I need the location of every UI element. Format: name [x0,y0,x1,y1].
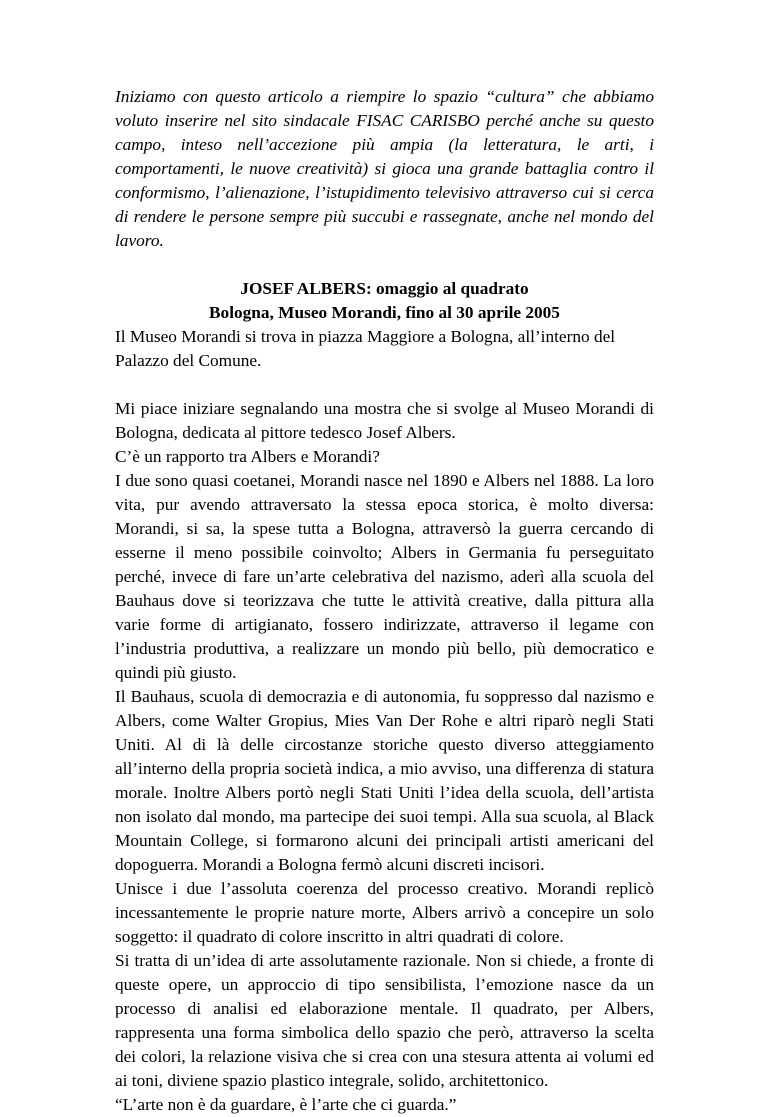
body-paragraph: Si tratta di un’idea di arte assolutamente razionale. Non si chiede, a fronte di queste opere, un approccio di tipo sensibilista, l’emozione nasce da un processo di analisi ed elaborazione mentale. Il quadrato, per Albers, rappresenta una forma simbolica dello spazio che però, attraverso la scelta dei colori, la relazione visiva che si crea con una stesura attenta ai volumi ed ai toni, diviene spazio plastico integrale, solido, architettonico. [115,951,654,1090]
body-paragraph: “L’arte non è da guardare, è l’arte che ci guarda.” [115,1095,457,1114]
body-paragraph: Il Bauhaus, scuola di democrazia e di autonomia, fu soppresso dal nazismo e Albers, come Walter Gropius, Mies Van Der Rohe e altri riparò negli Stati Uniti. Al di là delle circostanze storiche questo diverso atteggiamento all’interno della propria società indica, a mio avviso, una differenza di statura morale. Inoltre Albers portò negli Stati Uniti l’idea della scuola, dell’artista non isolato dal mondo, ma partecipe dei suoi tempi. Alla sua scuola, al Black Mountain College, si formarono alcuni dei principali artisti americani del dopoguerra. Morandi a Bologna fermò alcuni discreti incisori. [115,687,654,874]
body-paragraph: C’è un rapporto tra Albers e Morandi? [115,447,380,466]
body-paragraph: Unisce i due l’assoluta coerenza del processo creativo. Morandi replicò incessantemente le proprie nature morte, Albers arrivò a concepire un solo soggetto: il quadrato di colore inscritto in altri quadrati di colore. [115,879,654,946]
article-subtitle: Bologna, Museo Morandi, fino al 30 aprile 2005 [209,303,560,322]
article-title: JOSEF ALBERS: omaggio al quadrato [240,279,529,298]
intro-paragraph: Iniziamo con questo articolo a riempire lo spazio “cultura” che abbiamo voluto inserire nel sito sindacale FISAC CARISBO perché anche su questo campo, inteso nell’accezione più ampia (la letteratura, le arti, i comportamenti, le nuove creatività) si gioca una grande battaglia contro il conformismo, l’alienazione, l’istupidimento televisivo attraverso cui si cerca di rendere le persone sempre più succubi e rassegnate, anche nel mondo del lavoro. [115,87,654,250]
body-paragraph: Mi piace iniziare segnalando una mostra che si svolge al Museo Morandi di Bologna, dedicata al pittore tedesco Josef Albers. [115,399,654,442]
body-paragraph: I due sono quasi coetanei, Morandi nasce nel 1890 e Albers nel 1888. La loro vita, pur avendo attraversato la stessa epoca storica, è molto diversa: Morandi, si sa, la spese tutta a Bologna, attraversò la guerra cercando di esserne il meno possibile coinvolto; Albers in Germania fu perseguitato perché, invece di fare un’arte celebrativa del nazismo, aderì alla scuola del Bauhaus dove si teorizzava che tutte le attività creative, dalla pittura alla varie forme di artigianato, fossero indirizzate, attraverso il legame con l’industria produttiva, a realizzare un mondo più bello, più democratico e quindi più giusto. [115,471,654,682]
location-note: Il Museo Morandi si trova in piazza Maggiore a Bologna, all’interno del Palazzo del Comune. [115,327,616,370]
article-body [115,397,654,1117]
article-heading [115,277,654,325]
